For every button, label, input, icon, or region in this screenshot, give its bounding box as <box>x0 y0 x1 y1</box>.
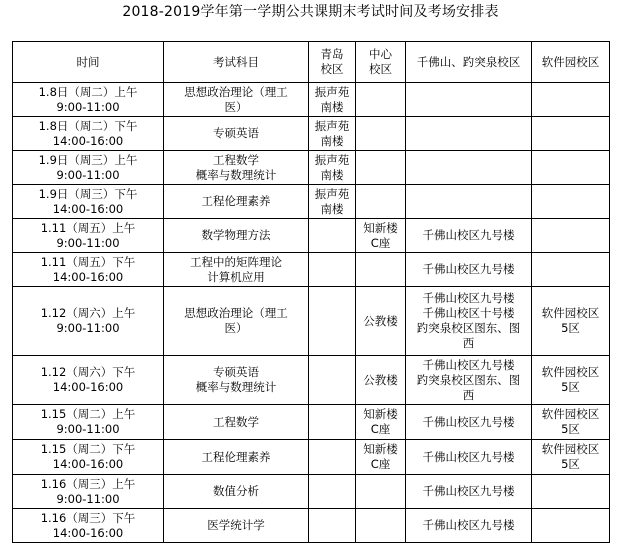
qingdao-campus-cell: 振声苑 南楼 <box>309 117 356 151</box>
central-campus-cell: 公教楼 <box>356 287 406 356</box>
qianfoshan-baotuquan-cell: 千佛山校区九号楼 <box>406 509 532 543</box>
qingdao-campus-cell <box>309 440 356 475</box>
time-cell: 1.16（周三）上午 9:00-11:00 <box>13 475 164 509</box>
central-campus-cell <box>356 475 406 509</box>
software-park-cell <box>532 219 610 253</box>
qianfoshan-baotuquan-cell: 千佛山校区九号楼 趵突泉校区图东、图 西 <box>406 356 532 405</box>
table-row <box>13 440 610 475</box>
central-campus-cell: 公教楼 <box>356 356 406 405</box>
software-park-cell <box>532 253 610 287</box>
subject-cell: 工程数学 <box>164 405 309 440</box>
table-row <box>13 405 610 440</box>
qianfoshan-baotuquan-cell: 千佛山校区九号楼 <box>406 405 532 440</box>
header-time: 时间 <box>13 42 164 83</box>
central-campus-cell: 知新楼 C座 <box>356 440 406 475</box>
qianfoshan-baotuquan-cell <box>406 185 532 219</box>
subject-cell: 工程中的矩阵理论 计算机应用 <box>164 253 309 287</box>
central-campus-cell <box>356 253 406 287</box>
central-campus-cell <box>356 185 406 219</box>
software-park-cell <box>532 509 610 543</box>
time-cell: 1.11（周五）上午 9:00-11:00 <box>13 219 164 253</box>
table-row <box>13 287 610 356</box>
header-central-campus: 中心 校区 <box>356 42 406 83</box>
subject-cell: 工程伦理素养 <box>164 440 309 475</box>
qianfoshan-baotuquan-cell: 千佛山校区九号楼 <box>406 440 532 475</box>
time-cell: 1.15（周二）下午 14:00-16:00 <box>13 440 164 475</box>
software-park-cell <box>532 117 610 151</box>
page-title: 2018-2019学年第一学期公共课期末考试时间及考场安排表 <box>122 4 499 20</box>
software-park-cell <box>532 185 610 219</box>
central-campus-cell <box>356 509 406 543</box>
software-park-cell <box>532 83 610 117</box>
exam-schedule-table <box>12 41 610 543</box>
software-park-cell <box>532 475 610 509</box>
table-row <box>13 83 610 117</box>
qingdao-campus-cell <box>309 405 356 440</box>
time-cell: 1.16（周三）下午 14:00-16:00 <box>13 509 164 543</box>
subject-cell: 思想政治理论（理工 医） <box>164 83 309 117</box>
central-campus-cell <box>356 151 406 185</box>
table-row <box>13 185 610 219</box>
qingdao-campus-cell <box>309 219 356 253</box>
time-cell: 1.8日（周二）下午 14:00-16:00 <box>13 117 164 151</box>
qingdao-campus-cell <box>309 475 356 509</box>
qianfoshan-baotuquan-cell <box>406 117 532 151</box>
header-row <box>13 42 610 83</box>
qingdao-campus-cell: 振声苑 南楼 <box>309 83 356 117</box>
central-campus-cell: 知新楼 C座 <box>356 405 406 440</box>
qingdao-campus-cell <box>309 509 356 543</box>
time-cell: 1.9日（周三）下午 14:00-16:00 <box>13 185 164 219</box>
software-park-cell: 软件园校区 5区 <box>532 440 610 475</box>
qianfoshan-baotuquan-cell: 千佛山校区九号楼 <box>406 253 532 287</box>
qingdao-campus-cell <box>309 287 356 356</box>
header-subject: 考试科目 <box>164 42 309 83</box>
subject-cell: 医学统计学 <box>164 509 309 543</box>
software-park-cell: 软件园校区 5区 <box>532 287 610 356</box>
time-cell: 1.8日（周二）上午 9:00-11:00 <box>13 83 164 117</box>
software-park-cell: 软件园校区 5区 <box>532 356 610 405</box>
qingdao-campus-cell: 振声苑 南楼 <box>309 185 356 219</box>
subject-cell: 工程数学 概率与数理统计 <box>164 151 309 185</box>
qianfoshan-baotuquan-cell: 千佛山校区九号楼 <box>406 475 532 509</box>
subject-cell: 专硕英语 <box>164 117 309 151</box>
qingdao-campus-cell: 振声苑 南楼 <box>309 151 356 185</box>
subject-cell: 思想政治理论（理工 医） <box>164 287 309 356</box>
table-row <box>13 219 610 253</box>
time-cell: 1.9日（周三）上午 9:00-11:00 <box>13 151 164 185</box>
subject-cell: 数学物理方法 <box>164 219 309 253</box>
central-campus-cell <box>356 117 406 151</box>
subject-cell: 数值分析 <box>164 475 309 509</box>
qingdao-campus-cell <box>309 356 356 405</box>
qianfoshan-baotuquan-cell: 千佛山校区九号楼 千佛山校区十号楼 趵突泉校区图东、图 西 <box>406 287 532 356</box>
time-cell: 1.15（周二）上午 9:00-11:00 <box>13 405 164 440</box>
software-park-cell <box>532 151 610 185</box>
qianfoshan-baotuquan-cell: 千佛山校区九号楼 <box>406 219 532 253</box>
time-cell: 1.11（周五）下午 14:00-16:00 <box>13 253 164 287</box>
software-park-cell: 软件园校区 5区 <box>532 405 610 440</box>
central-campus-cell: 知新楼 C座 <box>356 219 406 253</box>
qianfoshan-baotuquan-cell <box>406 83 532 117</box>
qingdao-campus-cell <box>309 253 356 287</box>
header-software-park-campus: 软件园校区 <box>532 42 610 83</box>
qianfoshan-baotuquan-cell <box>406 151 532 185</box>
table-row <box>13 475 610 509</box>
header-qingdao-campus: 青岛 校区 <box>309 42 356 83</box>
table-row <box>13 356 610 405</box>
subject-cell: 专硕英语 概率与数理统计 <box>164 356 309 405</box>
central-campus-cell <box>356 83 406 117</box>
subject-cell: 工程伦理素养 <box>164 185 309 219</box>
time-cell: 1.12（周六）上午 9:00-11:00 <box>13 287 164 356</box>
table-row <box>13 117 610 151</box>
table-row <box>13 151 610 185</box>
table-row <box>13 509 610 543</box>
header-qianfoshan-baotuquan-campus: 千佛山、趵突泉校区 <box>406 42 532 83</box>
table-row <box>13 253 610 287</box>
schedule-table-wrapper <box>12 41 610 543</box>
time-cell: 1.12（周六）下午 14:00-16:00 <box>13 356 164 405</box>
